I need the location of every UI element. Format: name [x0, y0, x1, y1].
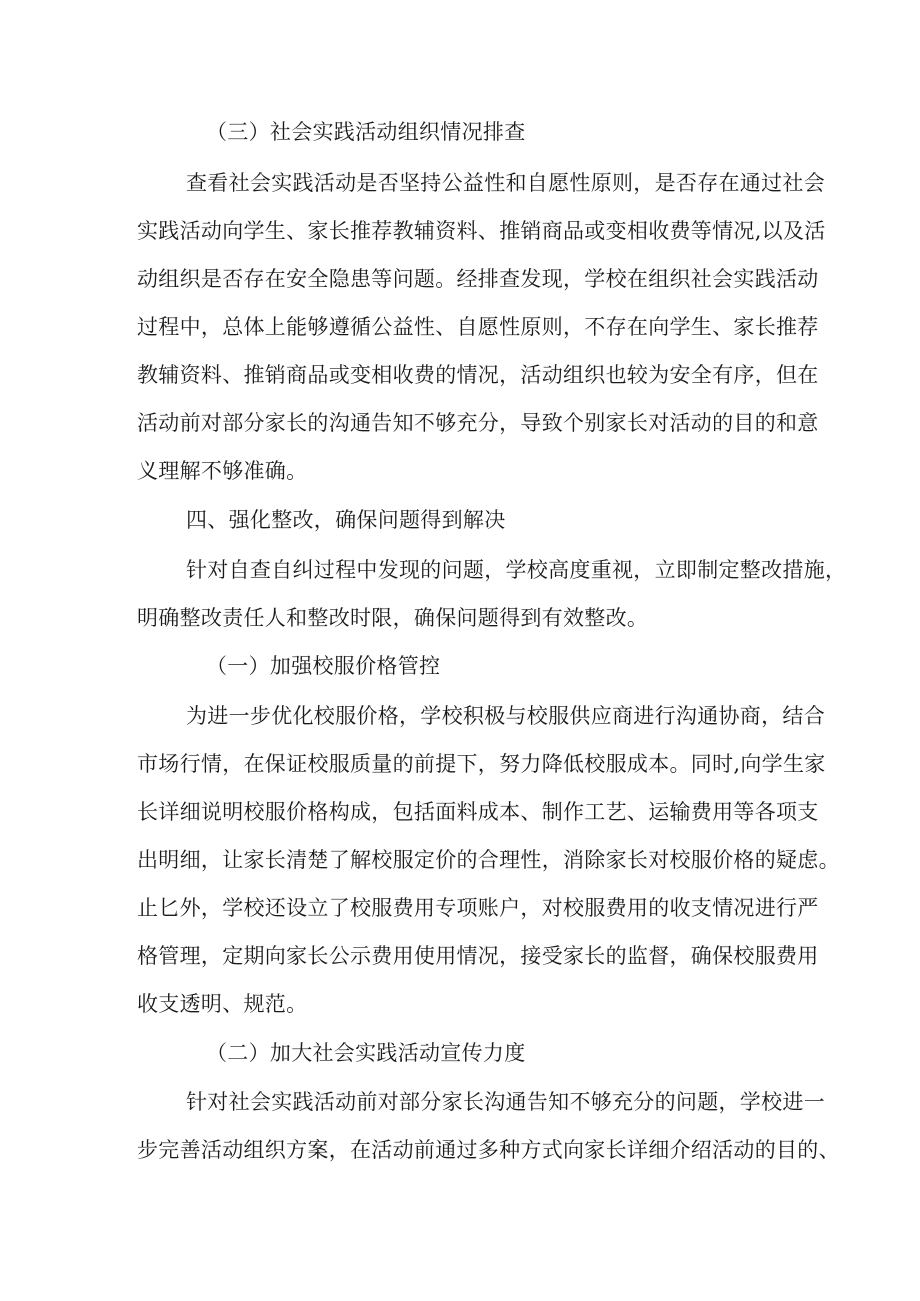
subsection-heading-2: （二）加大社会实践活动宣传力度	[206, 1041, 526, 1065]
paragraph-line: 教辅资料、推销商品或变相收费的情况，活动组织也较为安全有序，但在	[137, 363, 819, 387]
paragraph-line: 收支透明、规范。	[137, 992, 308, 1016]
paragraph-line: 过程中，总体上能够遵循公益性、自愿性原则，不存在向学生、家长推荐	[137, 315, 819, 339]
paragraph-line: 针对自查自纠过程中发现的问题，学校高度重视，立即制定整改措施，	[186, 558, 847, 582]
paragraph-line: 实践活动向学生、家长推荐教辅资料、推销商品或变相收费等情况,以及活	[137, 219, 826, 243]
section-heading-4: 四、强化整改，确保问题得到解决	[186, 508, 506, 532]
paragraph-line: 义理解不够准确。	[137, 459, 308, 483]
paragraph-line: 格管理，定期向家长公示费用使用情况，接受家长的监督，确保校服费用	[137, 944, 819, 968]
subsection-heading-1: （一）加强校服价格管控	[206, 654, 441, 678]
paragraph-line: 查看社会实践活动是否坚持公益性和自愿性原则，是否存在通过社会	[186, 171, 825, 195]
paragraph-line: 为进一步优化校服价格，学校积极与校服供应商进行沟通协商，结合	[186, 704, 825, 728]
paragraph-line: 针对社会实践活动前对部分家长沟通告知不够充分的问题，学校进一	[186, 1090, 825, 1114]
paragraph-line: 明确整改责任人和整改时限，确保问题得到有效整改。	[137, 606, 649, 630]
paragraph-line: 止匕外，学校还设立了校服费用专项账户，对校服费用的收支情况进行严	[137, 896, 819, 920]
paragraph-line: 市场行情，在保证校服质量的前提下，努力降低校服成本。同时,向学生家	[137, 752, 826, 776]
paragraph-line: 出明细，让家长清楚了解校服定价的合理性，消除家长对校服价格的疑虑。	[137, 848, 840, 872]
paragraph-line: 活动前对部分家长的沟通告知不够充分，导致个别家长对活动的目的和意	[137, 411, 819, 435]
section-heading-3: （三）社会实践活动组织情况排查	[206, 120, 526, 144]
paragraph-line: 长详细说明校服价格构成，包括面料成本、制作工艺、运输费用等各项支	[137, 800, 819, 824]
paragraph-line: 动组织是否存在安全隐患等问题。经排查发现，学校在组织社会实践活动	[137, 267, 819, 291]
paragraph-line: 步完善活动组织方案，在活动前通过多种方式向家长详细介绍活动的目的、	[137, 1138, 840, 1162]
